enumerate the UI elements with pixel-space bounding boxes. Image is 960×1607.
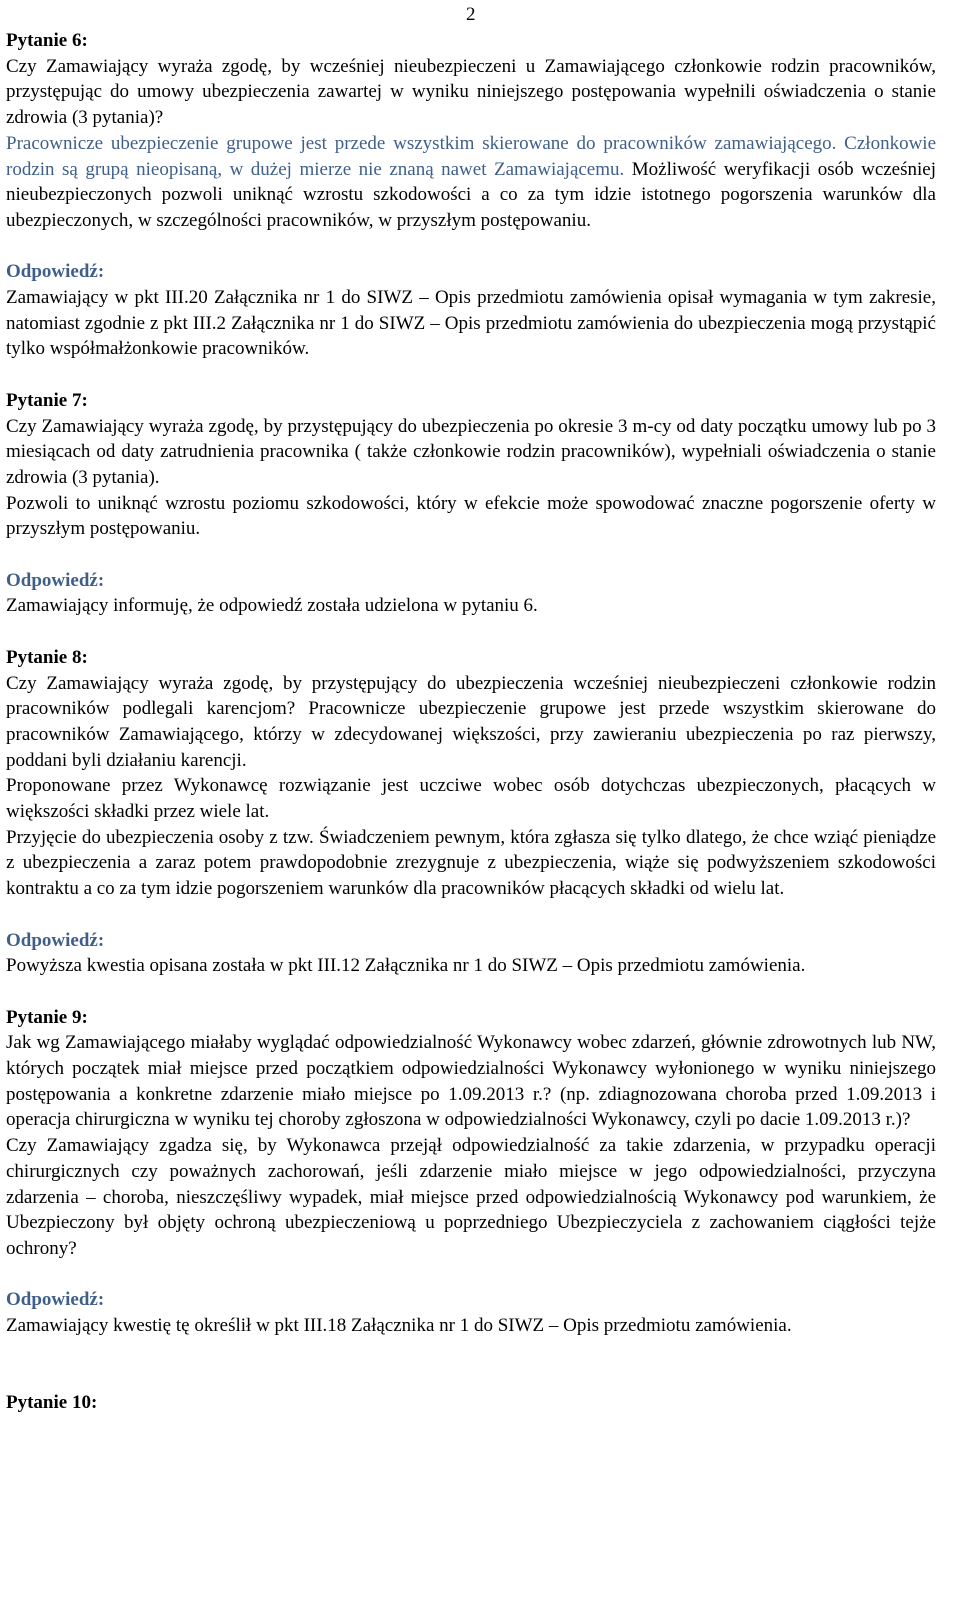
question-8-text: Czy Zamawiający wyraża zgodę, by przystępujący do ubezpieczenia wcześniej nieubezpieczeni członkowie rodzin pracowników podlegali karencjom? Pracownicze ubezpieczenie grupowe jest przede wszystkim skierowane do pracowników Zamawiającego, którzy w zdecydowanej większości, przy zawieraniu ubezpieczenia po raz pierwszy, poddani byli działaniu karencji.: [6, 672, 936, 771]
answer-7-text: Zamawiający informuję, że odpowiedź została udzielona w pytaniu 6.: [6, 595, 538, 617]
question-6-justification: [6, 131, 936, 234]
document-body: [6, 28, 936, 1416]
question-7-text: Czy Zamawiający wyraża zgodę, by przystępujący do ubezpieczenia po okresie 3 m-cy od daty początku umowy lub po 3 miesiącach od daty zatrudnienia pracownika ( także członkowie rodzin pracowników), wypełniali oświadczenia o stanie zdrowia (3 pytania).: [6, 415, 936, 488]
question-6-heading: Pytanie 6:: [6, 30, 88, 51]
page-number: 2: [466, 4, 476, 25]
answer-6-heading: Odpowiedź:: [6, 261, 105, 283]
question-7-section: [6, 388, 936, 619]
answer-8-heading: Odpowiedź:: [6, 929, 105, 951]
question-6-section: [6, 28, 936, 362]
question-9-heading: Pytanie 9:: [6, 1006, 88, 1028]
question-8-section: [6, 645, 936, 979]
question-10-section: [6, 1390, 936, 1416]
question-8-heading: Pytanie 8:: [6, 646, 88, 668]
answer-7-heading: Odpowiedź:: [6, 569, 105, 591]
question-8-justification-2: Przyjęcie do ubezpieczenia osoby z tzw. Świadczeniem pewnym, która zgłasza się tylko dlatego, że chce wziąć pieniądze z ubezpieczenia a zaraz potem prawdopodobnie zrezygnuje z ubezpieczenia, wiąże się podwyższeniem szkodowości kontraktu a co za tym idzie pogorszeniem warunków dla pracowników płacących składki od wielu lat.: [6, 826, 936, 900]
question-9-section: [6, 1005, 936, 1339]
question-6-justification-part1: Pracownicze ubezpieczenie grupowe jest przede wszystkim skierowane do pracowników zamawiającego. Członkowie rodzin są grupą nieopisaną, w dużej mierze nie znaną nawet Zamawiającemu.: [6, 132, 936, 180]
question-9-followup: Czy Zamawiający zgadza się, by Wykonawca przejął odpowiedzialność za takie zdarzenia, w przypadku operacji chirurgicznych czy poważnych zachorowań, jeśli zdarzenie miało miejsce w jego odpowiedzialności, przyczyna zdarzenia – choroba, nieszczęśliwy wypadek, miał miejsce przed odpowiedzialnością Wykonawcy pod warunkiem, że Ubezpieczony był objęty ochroną ubezpieczeniową u poprzedniego Ubezpieczyciela z zachowaniem ciągłości tejże ochrony?: [6, 1135, 936, 1259]
question-6-justification-part2: Możliwość weryfikacji osób wcześniej nieubezpieczonych pozwoli uniknąć wzrostu szkodowości a co za tym idzie istotnego pogorszenia warunków dla ubezpieczonych, w szczególności pracowników, w przyszłym postępowaniu.: [6, 158, 937, 231]
question-10-heading: Pytanie 10:: [6, 1392, 98, 1414]
answer-9-text: Zamawiający kwestię tę określił w pkt III.18 Załącznika nr 1 do SIWZ – Opis przedmiotu zamówienia.: [6, 1315, 792, 1337]
answer-6-text: Zamawiający w pkt III.20 Załącznika nr 1 do SIWZ – Opis przedmiotu zamówienia opisał wymagania w tym zakresie, natomiast zgodnie z pkt III.2 Załącznika nr 1 do SIWZ – Opis przedmiotu zamówienia do ubezpieczenia mogą przystąpić tylko współmałżonkowie pracowników.: [6, 287, 936, 360]
question-7-heading: Pytanie 7:: [6, 389, 88, 411]
question-9-text: Jak wg Zamawiającego miałaby wyglądać odpowiedzialność Wykonawcy wobec zdarzeń, głównie zdrowotnych lub NW, których początek miał miejsce przed początkiem odpowiedzialności Wykonawcy wyłonionego w wyniku niniejszego postępowania a konkretne zdarzenie miało miejsce po 1.09.2013 r.? (np. zdiagnozowana choroba przed 1.09.2013 i operacja chirurgiczna w wyniku tej choroby zgłoszona w odpowiedzialności Wykonawcy, czyli po dacie 1.09.2013 r.)?: [6, 1032, 936, 1131]
question-7-justification: Pozwoli to uniknąć wzrostu poziomu szkodowości, który w efekcie może spowodować znaczne pogorszenie oferty w przyszłym postępowaniu.: [6, 492, 936, 540]
question-8-justification-1: Proponowane przez Wykonawcę rozwiązanie jest uczciwe wobec osób dotychczas ubezpieczonych, płacących w większości składki przez wiele lat.: [6, 775, 936, 823]
answer-9-heading: Odpowiedź:: [6, 1289, 105, 1311]
answer-8-text: Powyższa kwestia opisana została w pkt III.12 Załącznika nr 1 do SIWZ – Opis przedmiotu zamówienia.: [6, 955, 806, 977]
question-6-text: Czy Zamawiający wyraża zgodę, by wcześniej nieubezpieczeni u Zamawiającego członkowie rodzin pracowników, przystępując do umowy ubezpieczenia zawartej w wyniku niniejszego postępowania wypełnili oświadczenia o stanie zdrowia (3 pytania)?: [6, 55, 936, 129]
